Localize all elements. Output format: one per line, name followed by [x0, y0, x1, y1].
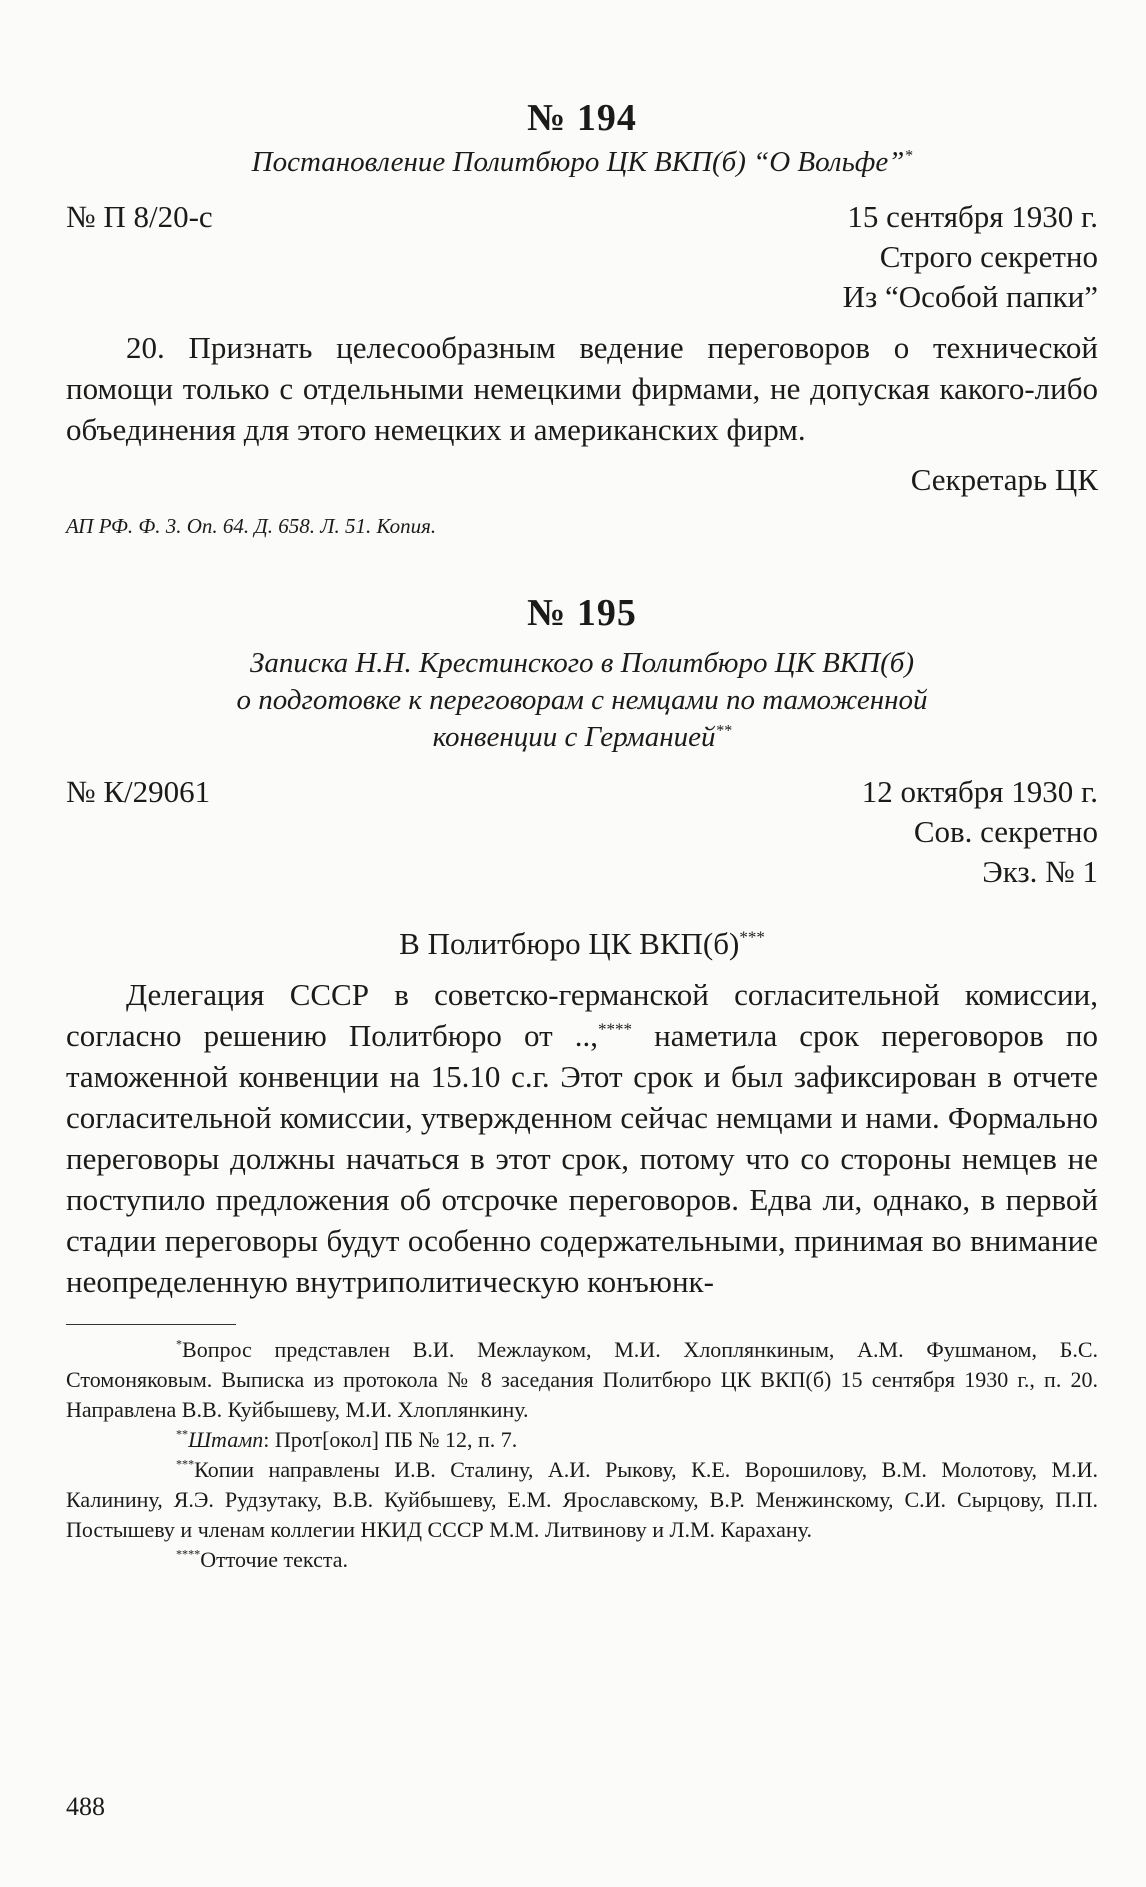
- doc194-ref-row: [66, 197, 1098, 237]
- doc195-stamp-copy: Экз. № 1: [982, 854, 1098, 889]
- doc195-title: Записка Н.Н. Крестинского в Политбюро ЦК ВКП(б) о подготовке к переговорам с немцами по таможенной конвенции с Германией**: [236, 647, 928, 753]
- doc194-signature: Секретарь ЦК: [910, 462, 1098, 497]
- doc194-body: 20. Признать целесообразным ведение переговоров о технической помощи только с отдельными немецкими фирмами, не допуская какого-либо объединения для этого немецких и американских фирм.: [66, 330, 1098, 447]
- doc195-addressee-footnote-mark: ***: [739, 927, 765, 947]
- doc195-body: Делегация СССР в советско-германской согласительной комиссии, согласно решению Политбюро от ..,**** наметила срок переговоров по таможенной конвенции на 15.10 с.г. Этот срок и был зафиксирован в отчете согласительной комиссии, утвержденном сейчас немцами и нами. Формально переговоры должны начаться в этот срок, потому что со стороны немцев не поступило предложения об отсрочке переговоров. Едва ли, однако, в первой стадии переговоры будут особенно содержательными, принимая во внимание неопределенную внутриполитическую конъюнк-: [66, 977, 1098, 1299]
- doc195-date: 12 октября 1930 г.: [861, 774, 1098, 809]
- doc195-stamp-secret: Сов. секретно: [913, 814, 1098, 849]
- doc194-stamp-secret: Строго секретно: [879, 239, 1098, 274]
- doc194-stamp-folder: Из “Особой папки”: [842, 279, 1098, 314]
- doc195-ref-row: [66, 772, 1098, 812]
- doc195-title-footnote-mark: **: [715, 722, 732, 740]
- doc195-number: № 195: [527, 592, 637, 634]
- doc195-ref: № К/29061: [66, 774, 211, 809]
- doc194-ref: № П 8/20-с: [66, 199, 213, 234]
- doc194-source: АП РФ. Ф. 3. Оп. 64. Д. 658. Л. 51. Копия.: [66, 514, 437, 538]
- footnote-1: *Вопрос представлен В.И. Межлауком, М.И. Хлоплянкиным, А.М. Фушманом, Б.С. Стомоняковым. Выписка из протокола № 8 заседания Политбюро ЦК ВКП(б) 15 сентября 1930 г., п. 20. Направлена В.В. Куйбышеву, М.И. Хлоплянкину.: [66, 1337, 1098, 1422]
- doc195-addressee: В Политбюро ЦК ВКП(б)***: [399, 926, 765, 961]
- footnote-divider: [66, 1324, 236, 1325]
- footnote-2: **Штамп: Прот[окол] ПБ № 12, п. 7.: [176, 1427, 518, 1452]
- footnote-4: ****Отточие текста.: [176, 1547, 348, 1572]
- doc195-body-footnote-mark: ****: [597, 1019, 633, 1039]
- footnote-3: ***Копии направлены И.В. Сталину, А.И. Рыкову, К.Е. Ворошилову, В.М. Молотову, М.И. Калинину, Я.Э. Рудзутаку, В.В. Куйбышеву, Е.М. Ярославскому, В.Р. Менжинскому, С.И. Сырцову, П.П. Постышеву и членам коллегии НКИД СССР М.М. Литвинову и Л.М. Карахану.: [66, 1457, 1098, 1542]
- doc194-title-footnote-mark: *: [904, 147, 913, 165]
- doc194-title: Постановление Политбюро ЦК ВКП(б) “О Вольфе”*: [251, 146, 913, 178]
- page-number: 488: [66, 1792, 105, 1821]
- doc194-date: 15 сентября 1930 г.: [847, 199, 1098, 234]
- doc194-number: № 194: [527, 97, 637, 139]
- document-page: [66, 96, 1098, 1575]
